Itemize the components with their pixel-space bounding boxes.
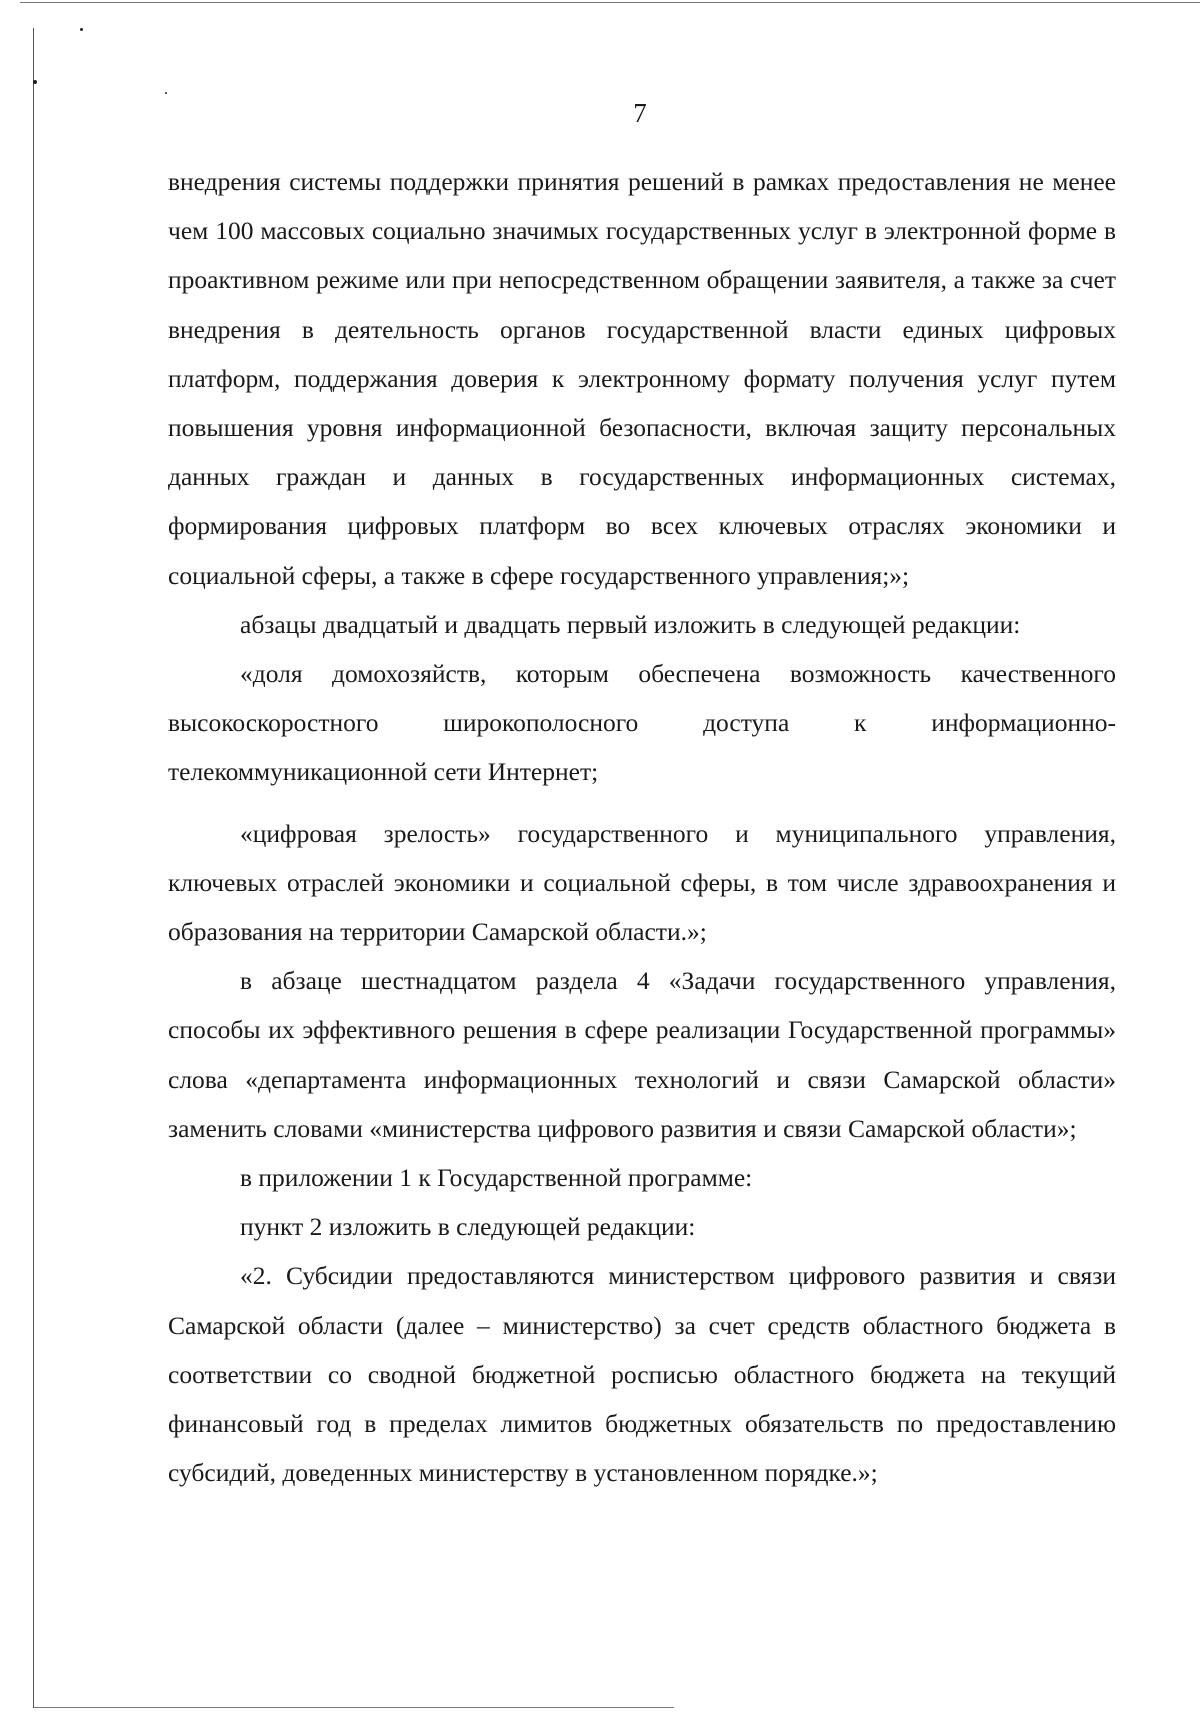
page-number: 7 — [633, 98, 647, 128]
paragraph: абзацы двадцатый и двадцать первый изложить в следующей редакции: — [240, 609, 1021, 639]
scan-speck — [165, 92, 167, 94]
paragraph: в приложении 1 к Государственной программе: — [240, 1163, 753, 1193]
scan-speck — [33, 80, 37, 84]
scan-edge-top — [20, 2, 1200, 3]
scan-edge-left — [33, 28, 34, 1708]
paragraph: «доля домохозяйств, которым обеспечена возможность качественного высокоскоростного широкополосного доступа к информационно-телекоммуникационной сети Интернет; — [168, 659, 1116, 787]
scan-speck — [80, 28, 83, 31]
scan-edge-bottom — [34, 1707, 674, 1708]
document-body — [168, 157, 1116, 1497]
paragraph: в абзаце шестнадцатом раздела 4 «Задачи государственного управления, способы их эффективного решения в сфере реализации Государственной программы» слова «департамента информационных технологий и связи Самарской области» заменить словами «министерства цифрового развития и связи Самарской области»; — [168, 966, 1116, 1143]
paragraph: «2. Субсидии предоставляются министерством цифрового развития и связи Самарской области (далее – министерство) за счет средств областного бюджета в соответствии со сводной бюджетной росписью областного бюджета на текущий финансовый год в пределах лимитов бюджетных обязательств по предоставлению субсидий, доведенных министерству в установленном порядке.»; — [168, 1261, 1116, 1488]
paragraph: пункт 2 изложить в следующей редакции: — [240, 1212, 696, 1242]
paragraph: внедрения системы поддержки принятия решений в рамках предоставления не менее чем 100 массовых социально значимых государственных услуг в электронной форме в проактивном режиме или при непосредственном обращении заявителя, а также за счет внедрения в деятельность органов государственной власти единых цифровых платформ, поддержания доверия к электронному формату получения услуг путем повышения уровня информационной безопасности, включая защиту персональных данных граждан и данных в государственных информационных системах, формирования цифровых платформ во всех ключевых отраслях экономики и социальной сферы, а также в сфере государственного управления;»; — [168, 167, 1116, 590]
paragraph: «цифровая зрелость» государственного и муниципального управления, ключевых отраслей экономики и социальной сферы, в том числе здравоохранения и образования на территории Самарской области.»; — [168, 818, 1116, 947]
